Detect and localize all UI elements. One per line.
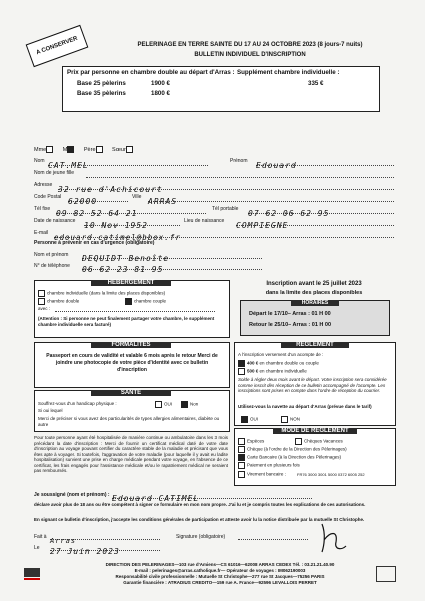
base35-label: Base 35 pèlerins (77, 90, 126, 97)
naissance-field[interactable]: 10 Nov 1952 (84, 215, 180, 226)
hebergement-note: (Attention : Si personne ne peut finalement partager votre chambre, le supplément chambre individuelle sera facturé) (38, 316, 215, 327)
footer-line1: DIRECTION DES PELERINAGES—103 rue d'Amiens—CS 61016—62008 ARRAS CEDEX Tél. : 03.21.21.40.90 (105, 562, 335, 567)
header-subtitle: BULLETIN INDIVIDUEL D'INSCRIPTION (194, 52, 306, 58)
urgence-tel-label: N° de téléphone (34, 263, 70, 269)
mode-virement[interactable]: Virement bancaire : (238, 471, 286, 478)
fait-field[interactable]: Arras (50, 530, 160, 540)
urgence-tel-field[interactable]: 06 62 23 81 95 (82, 259, 262, 270)
navette-question: Utilisez-vous la navette au départ d'Arras (prévue dans le tarif) (238, 404, 372, 409)
partner-logo (376, 566, 396, 582)
signature-text1: déclare avoir plus de 18 ans ou être compétent à signer ce formulaire en mon nom propre. J'ai lu et je compris toutes les explications de ces autorisations. (34, 502, 366, 507)
soeur-checkbox[interactable]: Sœur (112, 147, 135, 153)
stamp (26, 25, 89, 67)
sante-q1: Souffrez-vous d'un handicap physique : (38, 401, 117, 406)
mode-iban: FR76 3000 3001 5000 0372 6005 252 (297, 472, 365, 477)
adresse-label: Adresse (34, 182, 53, 188)
acompte-400[interactable]: 400 € en chambre double ou couple (238, 360, 319, 367)
reglement-solde: Solde à régler deux mois avant le départ. Votre inscription sera considérée comme inscrit dès réception de ce bulletin accompagné de l'acompte. Les inscriptions sont prises en compte dans l'ordre de réception du courrier. (238, 377, 387, 393)
prices-head-right: Supplément chambre individuelle : (237, 69, 340, 76)
sante-q1b: Si oui lequel (38, 408, 63, 413)
prices-head-left: Prix par personne en chambre double au départ d'Arras : (67, 69, 235, 76)
jeune-fille-label: Nom de jeune fille (34, 170, 75, 176)
soussigne-field[interactable]: Edouard CATIMEL (112, 488, 312, 499)
mme-checkbox[interactable]: Mme (34, 147, 55, 153)
hebergement-title: HEBERGEMENT (91, 280, 171, 286)
cp-label: Code Postal (34, 194, 62, 200)
formalites-box (34, 342, 230, 388)
base35-value: 1800 € (151, 90, 170, 97)
horaires-depart: Départ le 17/10– Arras : 01 H 00 (249, 311, 331, 317)
m-checkbox[interactable]: M (63, 147, 77, 153)
navette-non[interactable]: NON (281, 416, 300, 423)
prices-box (62, 66, 380, 112)
horaires-title: HORAIRES (291, 300, 339, 306)
hebergement-avec-field[interactable] (55, 305, 215, 312)
naissance-label: Date de naissance (34, 218, 76, 224)
inscription-box (234, 280, 394, 336)
reglement-box (234, 342, 396, 426)
mode-title: MODE DE REGLEMENT (273, 428, 357, 434)
sante-oui[interactable]: OUI (155, 401, 172, 408)
email-label: E-mail (34, 230, 49, 236)
reglement-title: REGLEMENT (281, 342, 349, 348)
hebergement-opt2[interactable]: chambre double (38, 298, 79, 305)
mode-cheque[interactable]: Chèque (à l'ordre de la Direction des Pèlerinages) (238, 446, 347, 453)
horaires-retour: Retour le 25/10– Arras : 01 H 00 (249, 322, 332, 328)
hebergement-box (34, 280, 230, 338)
signature-label: Signature (obligatoire) (176, 534, 226, 540)
urgence-nom-label: Nom et prénom (34, 252, 69, 258)
lieu-label: Lieu de naissance (184, 218, 225, 224)
signature-scribble (316, 520, 352, 556)
tel-fixe-label: Tél fixe (34, 206, 51, 212)
urgence-nom-field[interactable]: DEQUIDT Benoîte (82, 248, 262, 259)
urgence-heading: Personne à prévenir en cas d'urgence (obligatoire) (34, 240, 155, 246)
formalites-text: Passeport en cours de validité et valable 6 mois après le retour Merci de joindre une photocopie de votre pièce d'identité avec ce bulletin d'inscription (46, 353, 218, 373)
adresse-field[interactable]: 32 rue d'Achicourt (58, 179, 394, 190)
tel-port-label: Tél portable (212, 206, 239, 212)
mode-plusieurs[interactable]: Paiement en plusieurs fois (238, 462, 300, 469)
fait-label: Fait à (34, 534, 47, 540)
soussigne-label: Je soussigné (nom et prénom) : (34, 492, 110, 498)
signature-line[interactable] (238, 530, 308, 540)
header-title: PELERINAGE EN TERRE SAINTE DU 17 AU 24 OCTOBRE 2023 (8 jours-7 nuits) (137, 42, 363, 48)
ville-field[interactable]: ARRAS (148, 191, 394, 202)
navette-oui[interactable]: OUI (241, 416, 258, 423)
prenom-field[interactable]: Edouard (256, 155, 394, 166)
horaires-box (240, 300, 390, 336)
diocese-logo (22, 562, 42, 582)
inscription-title: Inscription avant le 25 juillet 2023 (266, 281, 362, 287)
signature-text2: En signant ce bulletin d'inscription, j'accepte les conditions générales de participation et atteste avoir lu la notice distribuée par la mutuelle St Christophe. (34, 517, 365, 522)
inscription-subtitle: dans la limite des places disponibles (265, 290, 363, 296)
tel-fixe-field[interactable]: 09 82 52 64 21 (56, 203, 206, 214)
reglement-intro: A l'inscription versement d'un acompte de : (238, 352, 324, 357)
tel-port-field[interactable]: 07 62 06 62 95 (248, 203, 394, 214)
mode-carte[interactable]: Carte Bancaire (à la Direction des Pèlerinages) (238, 454, 341, 461)
formalites-title: FORMALITES (91, 342, 171, 348)
prenom-label: Prénom (230, 158, 248, 164)
sante-box (34, 390, 230, 432)
footer-line3: Responsabilité civile professionnelle : Mutuelle St Christophe—277 rue St Jacques—75256 PARIS (115, 574, 325, 579)
base25-label: Base 25 pèlerins (77, 80, 126, 87)
hebergement-avec: avec : (38, 306, 51, 311)
email-field[interactable]: edouard.catimel@bbox.fr (54, 227, 394, 238)
hebergement-opt3[interactable]: chambre couple (125, 298, 166, 305)
ville-label: Ville (132, 194, 142, 200)
footer-line4: Garantie financière : ATRADIUS CREDITO—159 rue A. France—92596 LEVALLOIS PERRET (123, 580, 317, 585)
sante-non[interactable]: Non (181, 401, 198, 408)
supplement-value: 335 € (308, 80, 324, 87)
le-label: Le (34, 545, 40, 551)
jeune-fille-field[interactable] (86, 167, 394, 178)
mode-cheques-vacances[interactable]: Chèques Vacances (295, 438, 343, 445)
sante-title: SANTE (91, 390, 171, 396)
mode-especes[interactable]: Espèces (238, 438, 264, 445)
base25-value: 1900 € (151, 80, 170, 87)
stamp-text: A CONSERVER (35, 35, 79, 57)
footer (70, 562, 370, 586)
sante-long-text: Pour toute personne ayant été hospitalisée de manière continue ou ambulatoire dans les 3 mois précédant la date d'inscription : Merci de fournir un certificat médical daté de votre date d'inscription au voyage pouvant certifier du caractère stable de la maladie et précisant que vous êtes apte à voyager. Si toutefois, l'aggravation de votre maladie (pour laquelle il y avait eu ladite hospitalisation) survient une prise en charge médicale pendant votre voyage, en l'absence de ce certificat, les frais engagés pour l'assistance médicale et/ou le rapatriement médical ne seraient pas remboursés. (34, 435, 228, 473)
pere-checkbox[interactable]: Père (84, 147, 105, 153)
nom-label: Nom (34, 158, 45, 164)
nom-field[interactable]: CAT.MEL (48, 155, 208, 166)
acompte-500[interactable]: 500 € en chambre individuelle (238, 368, 307, 375)
lieu-field[interactable]: COMPIEGNE (236, 215, 394, 226)
hebergement-opt1[interactable]: chambre individuelle (dans la limite des places disponibles) (38, 290, 165, 297)
sante-q2: Merci de préciser si vous avez des particularités de types allergies alimentaires, diabète ou autre (38, 416, 220, 427)
civility-row (34, 146, 135, 153)
mode-box (234, 428, 396, 486)
footer-line2: E-mail : pelerinages@arras.catholique.fr— Opérateur de voyages : IM062190003 (134, 568, 306, 573)
le-field[interactable]: 27 Juin 2023 (50, 541, 160, 551)
cp-field[interactable]: 62000 (68, 191, 128, 202)
